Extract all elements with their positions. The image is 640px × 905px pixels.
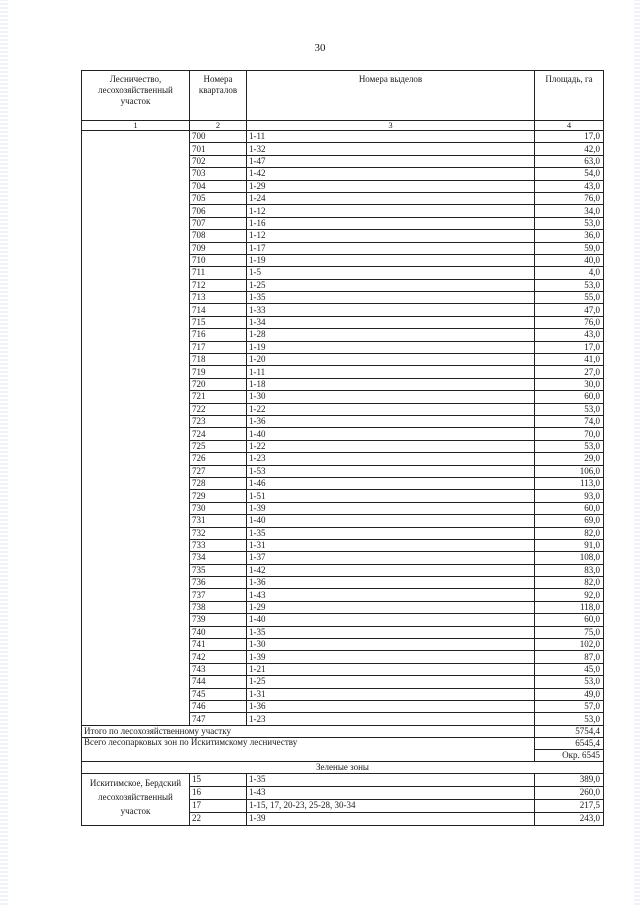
plots-cell: 1-19	[247, 341, 535, 353]
area-cell: 41,0	[535, 354, 604, 366]
plots-cell: 1-24	[247, 192, 535, 204]
quarter-cell: 729	[190, 490, 247, 502]
area-cell: 75,0	[535, 626, 604, 638]
area-cell: 53,0	[535, 217, 604, 229]
plots-cell: 1-46	[247, 477, 535, 489]
zone-title: Зеленые зоны	[82, 761, 604, 773]
quarter-cell: 737	[190, 589, 247, 601]
plots-cell: 1-31	[247, 539, 535, 551]
plots-cell: 1-36	[247, 700, 535, 712]
plots-cell: 1-28	[247, 329, 535, 341]
area-cell: 243,0	[535, 812, 604, 825]
plots-cell: 1-47	[247, 155, 535, 167]
quarter-cell: 713	[190, 292, 247, 304]
plots-cell: 1-22	[247, 403, 535, 415]
quarter-cell: 717	[190, 341, 247, 353]
area-cell: 70,0	[535, 428, 604, 440]
area-cell: 43,0	[535, 329, 604, 341]
plots-cell: 1-31	[247, 688, 535, 700]
plots-cell: 1-29	[247, 601, 535, 613]
quarter-cell: 721	[190, 391, 247, 403]
plots-cell: 1-34	[247, 316, 535, 328]
quarter-cell: 726	[190, 453, 247, 465]
quarter-cell: 746	[190, 700, 247, 712]
area-cell: 30,0	[535, 378, 604, 390]
header-area: Площадь, га	[535, 71, 604, 121]
plots-cell: 1-11	[247, 131, 535, 143]
page-number: 30	[314, 42, 326, 54]
quarter-cell: 744	[190, 676, 247, 688]
header-forestry: Лесничество, лесохозяйственный участок	[82, 71, 190, 121]
quarter-cell: 723	[190, 415, 247, 427]
plots-cell: 1-42	[247, 564, 535, 576]
quarter-cell: 715	[190, 316, 247, 328]
quarter-cell: 727	[190, 465, 247, 477]
quarter-cell: 741	[190, 639, 247, 651]
column-number: 4	[535, 121, 604, 131]
plots-cell: 1-39	[247, 502, 535, 514]
quarter-cell: 718	[190, 354, 247, 366]
plots-cell: 1-18	[247, 378, 535, 390]
area-cell: 17,0	[535, 131, 604, 143]
area-cell: 217,5	[535, 799, 604, 812]
area-cell: 113,0	[535, 477, 604, 489]
plots-cell: 1-25	[247, 279, 535, 291]
quarter-cell: 702	[190, 155, 247, 167]
plots-cell: 1-19	[247, 254, 535, 266]
plots-cell: 1-33	[247, 304, 535, 316]
area-cell: 36,0	[535, 230, 604, 242]
quarter-cell: 712	[190, 279, 247, 291]
quarter-cell: 720	[190, 378, 247, 390]
area-cell: 47,0	[535, 304, 604, 316]
quarter-cell: 734	[190, 552, 247, 564]
table-body	[82, 131, 604, 726]
plots-cell: 1-5	[247, 267, 535, 279]
quarter-cell: 716	[190, 329, 247, 341]
plots-cell: 1-12	[247, 205, 535, 217]
plots-cell: 1-36	[247, 415, 535, 427]
area-cell: 55,0	[535, 292, 604, 304]
area-cell: 91,0	[535, 539, 604, 551]
plots-cell: 1-30	[247, 391, 535, 403]
column-number: 2	[190, 121, 247, 131]
area-cell: 87,0	[535, 651, 604, 663]
quarter-cell: 17	[190, 799, 247, 812]
total-value: 6545,4	[535, 737, 604, 749]
plots-cell: 1-35	[247, 292, 535, 304]
plots-cell: 1-39	[247, 651, 535, 663]
plots-cell: 1-15, 17, 20-23, 25-28, 30-34	[247, 799, 535, 812]
scan-edge-left	[0, 0, 8, 905]
quarter-cell: 708	[190, 230, 247, 242]
area-cell: 60,0	[535, 502, 604, 514]
header-row	[82, 71, 604, 121]
zone-title-row	[82, 761, 604, 773]
plots-cell: 1-40	[247, 428, 535, 440]
quarter-cell: 724	[190, 428, 247, 440]
header-plots: Номера выделов	[247, 71, 535, 121]
plots-cell: 1-39	[247, 812, 535, 825]
plots-cell: 1-51	[247, 490, 535, 502]
plots-cell: 1-32	[247, 143, 535, 155]
area-cell: 49,0	[535, 688, 604, 700]
quarter-cell: 22	[190, 812, 247, 825]
plots-cell: 1-37	[247, 552, 535, 564]
quarter-cell: 719	[190, 366, 247, 378]
plots-cell: 1-20	[247, 354, 535, 366]
plots-cell: 1-36	[247, 577, 535, 589]
area-cell: 102,0	[535, 639, 604, 651]
summary-body	[82, 725, 604, 773]
area-cell: 53,0	[535, 713, 604, 725]
area-cell: 82,0	[535, 527, 604, 539]
area-cell: 76,0	[535, 192, 604, 204]
area-cell: 42,0	[535, 143, 604, 155]
quarter-cell: 730	[190, 502, 247, 514]
subtotal-label: Итого по лесохозяйственному участку	[82, 725, 535, 737]
area-cell: 108,0	[535, 552, 604, 564]
area-cell: 60,0	[535, 391, 604, 403]
plots-cell: 1-23	[247, 453, 535, 465]
zone-row	[82, 773, 604, 786]
total-rounded: Окр. 6545	[535, 749, 604, 761]
quarter-cell: 731	[190, 515, 247, 527]
plots-cell: 1-30	[247, 639, 535, 651]
quarter-cell: 16	[190, 786, 247, 799]
area-cell: 53,0	[535, 440, 604, 452]
area-cell: 389,0	[535, 773, 604, 786]
quarter-cell: 725	[190, 440, 247, 452]
plots-cell: 1-40	[247, 515, 535, 527]
area-cell: 54,0	[535, 168, 604, 180]
plots-cell: 1-25	[247, 676, 535, 688]
plots-cell: 1-29	[247, 180, 535, 192]
column-number: 3	[247, 121, 535, 131]
area-cell: 53,0	[535, 676, 604, 688]
quarter-cell: 711	[190, 267, 247, 279]
total-label: Всего лесопарковых зон по Искитимскому лесничеству	[82, 737, 535, 761]
area-cell: 93,0	[535, 490, 604, 502]
quarter-cell: 703	[190, 168, 247, 180]
area-cell: 57,0	[535, 700, 604, 712]
forest-table	[81, 70, 604, 826]
area-cell: 53,0	[535, 403, 604, 415]
area-cell: 59,0	[535, 242, 604, 254]
quarter-cell: 747	[190, 713, 247, 725]
quarter-cell: 704	[190, 180, 247, 192]
area-cell: 63,0	[535, 155, 604, 167]
plots-cell: 1-53	[247, 465, 535, 477]
zone-forestry-name: Искитимское, Бердский лесохозяйственный участок	[82, 773, 190, 825]
quarter-cell: 700	[190, 131, 247, 143]
area-cell: 27,0	[535, 366, 604, 378]
quarter-cell: 701	[190, 143, 247, 155]
scan-edge-right	[634, 0, 640, 905]
area-cell: 17,0	[535, 341, 604, 353]
area-cell: 45,0	[535, 663, 604, 675]
plots-cell: 1-16	[247, 217, 535, 229]
plots-cell: 1-43	[247, 589, 535, 601]
plots-cell: 1-22	[247, 440, 535, 452]
quarter-cell: 736	[190, 577, 247, 589]
plots-cell: 1-35	[247, 626, 535, 638]
area-cell: 118,0	[535, 601, 604, 613]
plots-cell: 1-12	[247, 230, 535, 242]
plots-cell: 1-35	[247, 773, 535, 786]
quarter-cell: 714	[190, 304, 247, 316]
subtotal-row	[82, 725, 604, 737]
area-cell: 82,0	[535, 577, 604, 589]
area-cell: 76,0	[535, 316, 604, 328]
quarter-cell: 709	[190, 242, 247, 254]
plots-cell: 1-21	[247, 663, 535, 675]
quarter-cell: 743	[190, 663, 247, 675]
quarter-cell: 738	[190, 601, 247, 613]
area-cell: 69,0	[535, 515, 604, 527]
area-cell: 92,0	[535, 589, 604, 601]
area-cell: 74,0	[535, 415, 604, 427]
quarter-cell: 705	[190, 192, 247, 204]
area-cell: 4,0	[535, 267, 604, 279]
quarter-cell: 732	[190, 527, 247, 539]
quarter-cell: 728	[190, 477, 247, 489]
quarter-cell: 739	[190, 614, 247, 626]
area-cell: 83,0	[535, 564, 604, 576]
area-cell: 260,0	[535, 786, 604, 799]
area-cell: 53,0	[535, 279, 604, 291]
header-quarters: Номера кварталов	[190, 71, 247, 121]
area-cell: 40,0	[535, 254, 604, 266]
plots-cell: 1-23	[247, 713, 535, 725]
quarter-cell: 710	[190, 254, 247, 266]
column-number-row	[82, 121, 604, 131]
area-cell: 29,0	[535, 453, 604, 465]
plots-cell: 1-43	[247, 786, 535, 799]
quarter-cell: 706	[190, 205, 247, 217]
column-number: 1	[82, 121, 190, 131]
quarter-cell: 735	[190, 564, 247, 576]
quarter-cell: 733	[190, 539, 247, 551]
area-cell: 34,0	[535, 205, 604, 217]
area-cell: 43,0	[535, 180, 604, 192]
subtotal-value: 5754,4	[535, 725, 604, 737]
quarter-cell: 15	[190, 773, 247, 786]
quarter-cell: 740	[190, 626, 247, 638]
plots-cell: 1-17	[247, 242, 535, 254]
area-cell: 106,0	[535, 465, 604, 477]
plots-cell: 1-11	[247, 366, 535, 378]
plots-cell: 1-42	[247, 168, 535, 180]
forestry-cell-empty	[82, 131, 190, 726]
quarter-cell: 742	[190, 651, 247, 663]
total-row	[82, 737, 604, 749]
quarter-cell: 745	[190, 688, 247, 700]
plots-cell: 1-40	[247, 614, 535, 626]
quarter-cell: 722	[190, 403, 247, 415]
quarter-cell: 707	[190, 217, 247, 229]
plots-cell: 1-35	[247, 527, 535, 539]
area-cell: 60,0	[535, 614, 604, 626]
table-row	[82, 131, 604, 143]
zone-body	[82, 773, 604, 825]
